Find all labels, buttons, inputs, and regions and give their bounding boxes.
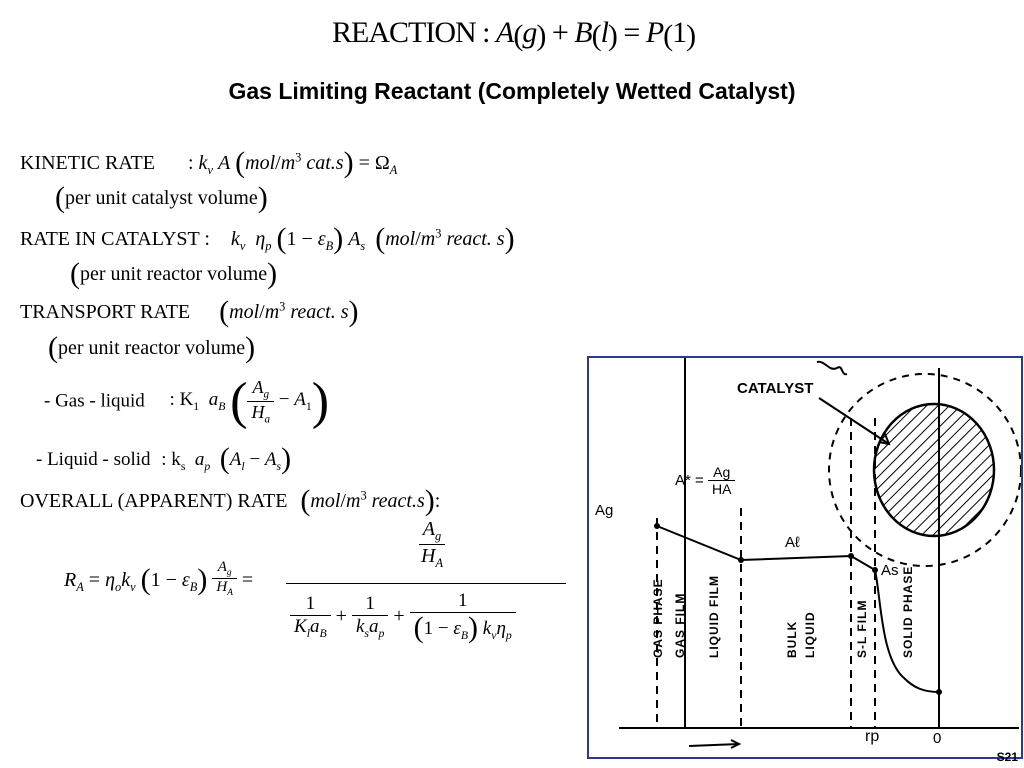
zone-gas-film: GAS FILM	[673, 592, 687, 658]
catalyst-rate-line: RATE IN CATALYST : $k_v$ $\eta_p$ $(1 - \varepsilon_B)$ $A_s$ ($mol/m^3$ react. s)	[20, 222, 515, 255]
as-label: As	[881, 562, 899, 579]
slide-subtitle: Gas Limiting Reactant (Completely Wetted Catalyst)	[228, 78, 796, 104]
overall-rate-label: OVERALL (APPARENT) RATE	[20, 490, 288, 512]
kinetic-rate-line: KINETIC RATE : $k_v$ A ($mol/m^3$ $cat.s) = \Omega_A$	[20, 146, 398, 179]
transport-rate-line: TRANSPORT RATE ($mol/m^3$ react. s)	[20, 295, 359, 328]
overall-eq-fraction-bar	[286, 583, 566, 584]
liquid-solid-label: - Liquid - solid	[36, 449, 151, 470]
ag-label: Ag	[595, 502, 614, 519]
catalyst-rate-label: RATE IN CATALYST :	[20, 228, 210, 250]
a-star-prefix: A* =	[675, 472, 704, 489]
liquid-solid-line: - Liquid - solid : $k_s$ $a_p$ $(A_l - A_s)$	[36, 442, 292, 475]
transport-rate-label: TRANSPORT RATE	[20, 301, 191, 323]
overall-eq-numerator: $A_g$ $H_A$	[404, 518, 460, 571]
concentration-profile-line	[657, 526, 875, 570]
zone-bulk-label: BULK	[785, 620, 799, 658]
slide-number: S21	[996, 750, 1018, 764]
zone-sl-film: S-L FILM	[855, 599, 869, 658]
gas-liquid-label: - Gas - liquid	[44, 390, 145, 412]
al-label: Aℓ	[785, 534, 800, 551]
kinetic-rate-label: KINETIC RATE	[20, 152, 155, 174]
zero-label: 0	[933, 730, 942, 747]
overall-rate-line: OVERALL (APPARENT) RATE ($mol/m^3$ react.s):	[20, 484, 441, 517]
reaction-label: REACTION	[332, 16, 476, 49]
overall-eq-denominator: $\frac{1}{K_la_B}$ + $\frac{1}{k_sa_p}$ + $\frac{1}{(1 - \varepsilon_B) k_v\eta_p}$	[290, 590, 516, 643]
zone-liquid-label: LIQUID	[803, 611, 817, 658]
catalyst-rate-note: (per unit reactor volume)	[70, 257, 278, 290]
catalyst-label: CATALYST	[737, 380, 814, 397]
zone-gas-phase: GAS PHASE	[651, 578, 665, 658]
catalyst-particle	[874, 404, 994, 536]
gas-liquid-line: - Gas - liquid : $K_1$ $a_B$ ( $\frac{A_g}{H_a}$ − $A_1$)	[44, 373, 330, 430]
zone-liquid-film: LIQUID FILM	[707, 575, 721, 658]
concentration-profile-figure	[587, 356, 1023, 759]
transport-rate-note: (per unit reactor volume)	[48, 331, 256, 364]
a-star-label	[675, 464, 735, 497]
reaction-equation: REACTION : A(g) + B(l) = P(1)	[332, 16, 696, 52]
zone-solid-phase: SOLID PHASE	[901, 565, 915, 658]
rp-label: rp	[865, 728, 880, 745]
a-star-numerator: Ag	[708, 464, 735, 481]
kinetic-rate-note: (per unit catalyst volume)	[55, 181, 268, 214]
profile-diagram	[589, 358, 1021, 757]
overall-eq-lhs: $R_A = \eta_ok_v$ $(1 - \varepsilon_B)$ $\frac{A_g}{H_A}$ =	[64, 559, 254, 598]
a-star-denominator: HA	[711, 481, 732, 497]
